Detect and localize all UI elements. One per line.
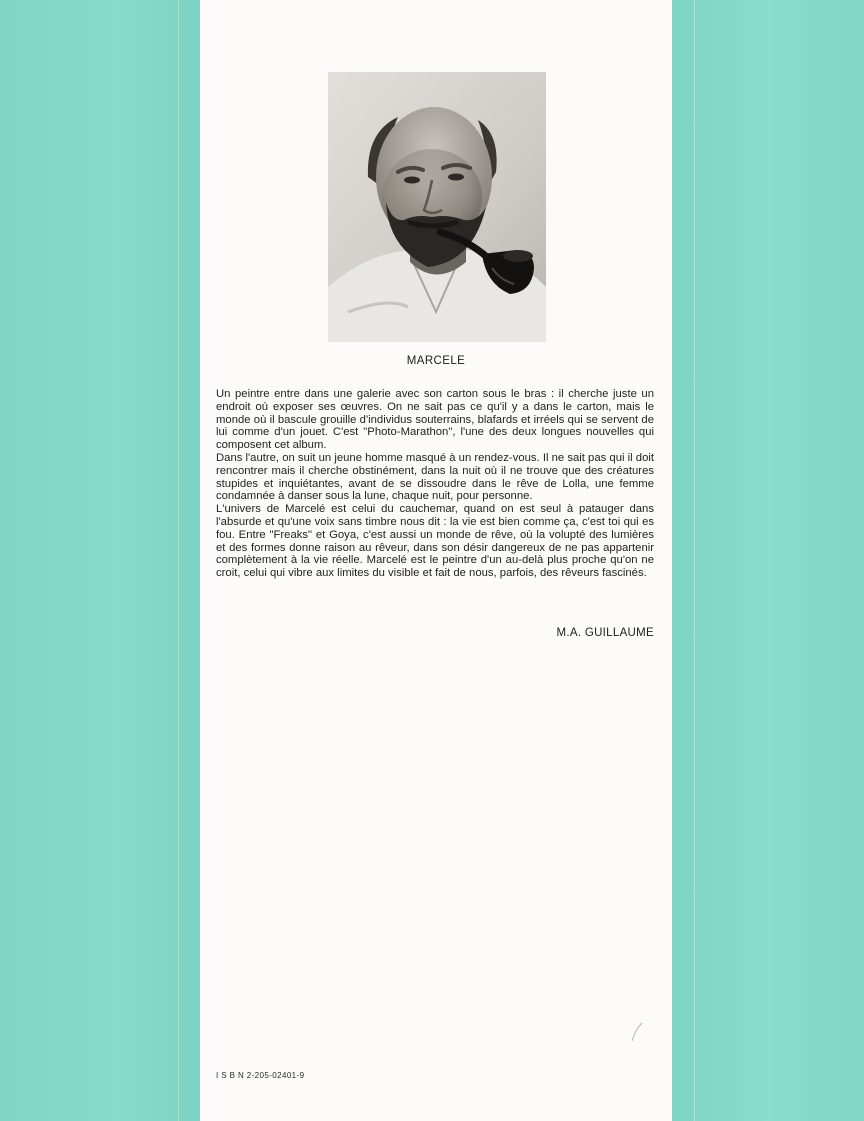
author-name-caption: MARCELE [406,355,466,367]
portrait-illustration [328,72,546,342]
author-portrait [328,72,546,342]
isbn-number: I S B N 2-205-02401-9 [216,1071,305,1080]
blurb-paragraph: Dans l'autre, on suit un jeune homme masqué à un rendez-vous. Il ne sait pas qui il doit rencontrer mais il cherche obstinément, dans la nuit où il ne trouve que des créatures stupides et inquiétantes, avant de se dissoudre dans le rêve de Lolla, une femme condamnée à danser sous la lune, chaque nuit, pour personne. [216,451,654,503]
pencil-mark [630,1022,644,1042]
back-cover-page [200,0,672,1121]
blurb-text [216,388,654,580]
left-fold-line [178,0,179,1121]
blurb-paragraph: Un peintre entre dans une galerie avec son carton sous le bras : il cherche juste un endroit où exposer ses œuvres. On ne sait pas ce qu'il y a dans le carton, mais le monde où il bascule grouille d'individus souterrains, blafards et irréels qui se servent de lui comme d'un jouet. C'est "Photo-Marathon", l'une des deux longues nouvelles qui composent cet album. [216,388,654,452]
blurb-author-signature: M.A. GUILLAUME [556,627,654,639]
right-fold-line [694,0,695,1121]
blurb-paragraph: L'univers de Marcelé est celui du cauchemar, quand on est seul à patauger dans l'absurde et qu'une voix sans timbre nous dit : la vie est bien comme ça, c'est toi qui es fou. Entre "Freaks" et Goya, c'est aussi un monde de rêve, où la volupté des lumières et des formes donne raison au rêveur, dans son désir dangereux de ne pas appartenir complètement à la vie réelle. Marcelé est le peintre d'un au-delà plus proche qu'on ne croit, celui qui vibre aux limites du visible et fait de nous, parfois, des rêveurs fascinés. [216,503,654,580]
left-teal-band [0,0,200,1121]
right-teal-band [672,0,864,1121]
